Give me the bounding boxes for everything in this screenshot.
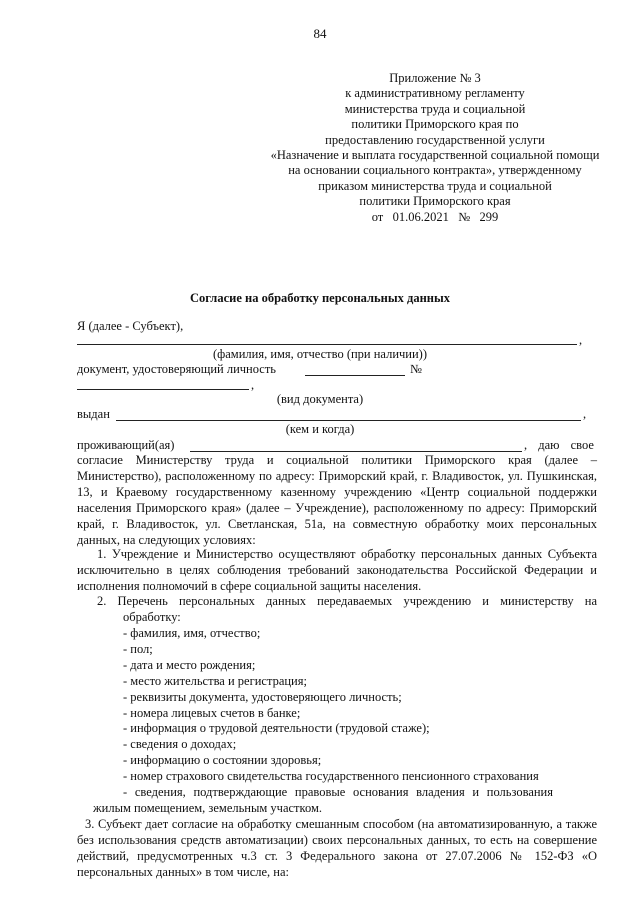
appendix-line: на основании социального контракта», утвержденному [288,163,582,178]
fio-field[interactable] [77,344,577,345]
doc-type-caption: (вид документа) [276,392,364,406]
number-sign: № [410,362,422,376]
issued-field[interactable] [116,420,581,421]
appendix-line: министерства труда и социальной [344,101,526,116]
consent-paragraph [77,453,597,548]
document-comma: , [251,378,255,392]
document-number-field[interactable] [77,389,249,390]
clause-2-intro: 2. Перечень персональных данных передаваемых учреждению и министерству на [97,594,597,608]
fio-caption: (фамилия, имя, отчество (при наличии)) [212,347,427,361]
list-item: - реквизиты документа, удостоверяющего личность; [123,689,402,704]
issued-caption: (кем и когда) [285,422,355,436]
appendix-line: к административному регламенту [345,86,525,101]
appendix-line: «Назначение и выплата государственной социальной помощи [270,148,600,163]
residing-tail: , даю свое [524,438,594,452]
residing-field[interactable] [190,451,522,452]
clause-2-intro-cont: обработку: [123,610,181,624]
document-title: Согласие на обработку персональных данных [189,291,450,305]
list-item: - номер страхового свидетельства государственного пенсионного страхования [123,769,539,784]
appendix-line: предоставлению государственной услуги [325,132,545,147]
list-item: - информацию о состоянии здоровья; [123,753,322,768]
clause-3 [77,817,597,881]
list-item: - фамилия, имя, отчество; [123,626,261,640]
subject-label: Я (далее - Субъект), [77,319,184,333]
appendix-line: от 01.06.2021 № 299 [371,209,499,224]
appendix-line: Приложение № 3 [389,71,481,85]
clause-1-text: 1. Учреждение и Министерство осуществляют обработку персональных данных Субъекта исключительно в целях соблюдения требований законодательства Российской Федерации и исполнения полномочий в сфере социальной защиты населения. [77,547,597,593]
consent-text: согласие Министерству труда и социальной политики Приморского края (далее – Министерство), расположенному по адресу: Приморский край, г. Владивосток, ул. Пушкинская, 13, и Краевому государственному казенному учреждению «Центр социальной поддержки населения Приморского края» (далее – Учреждение), расположенному по адресу: Приморский край, г. Владивосток, ул. Светланская, 51а, на совместную обработку моих персональных данных, на следующих условиях: [77,453,597,547]
appendix-line: политики Приморского края [359,194,511,209]
appendix-header [240,71,630,225]
appendix-line: политики Приморского края по [351,117,519,132]
issued-comma: , [583,407,587,421]
document-field[interactable] [305,375,405,376]
document-label: документ, удостоверяющий личность [77,362,277,376]
list-item: - место жительства и регистрация; [123,673,307,688]
list-item: - сведения о доходах; [123,737,237,752]
list-item: - номера лицевых счетов в банке; [123,705,301,720]
list-item: - информация о трудовой деятельности (трудовой стаже); [123,721,430,736]
issued-label: выдан [77,407,110,421]
page-number: 84 [313,26,327,41]
residing-label: проживающий(ая) [77,438,175,452]
list-item: - дата и место рождения; [123,657,256,672]
list-item: - пол; [123,641,153,656]
clause-2-tail: жилым помещением, земельным участком. [93,801,323,815]
fio-comma: , [579,333,583,347]
appendix-line: приказом министерства труда и социальной [318,178,552,193]
clause-2-list [123,626,553,801]
list-item: - сведения, подтверждающие правовые основания владения и пользования [123,785,553,800]
clause-3-text: 3. Субъект дает согласие на обработку смешанным способом (на автоматизированную, а также без использования средств автоматизации) своих персональных данных, то есть на совершение действий, предусмотренных ч.3 ст. 3 Федерального закона от 27.07.2006 № 152-ФЗ «О персональных данных» в том числе, на: [77,817,597,879]
clause-1 [77,547,597,595]
